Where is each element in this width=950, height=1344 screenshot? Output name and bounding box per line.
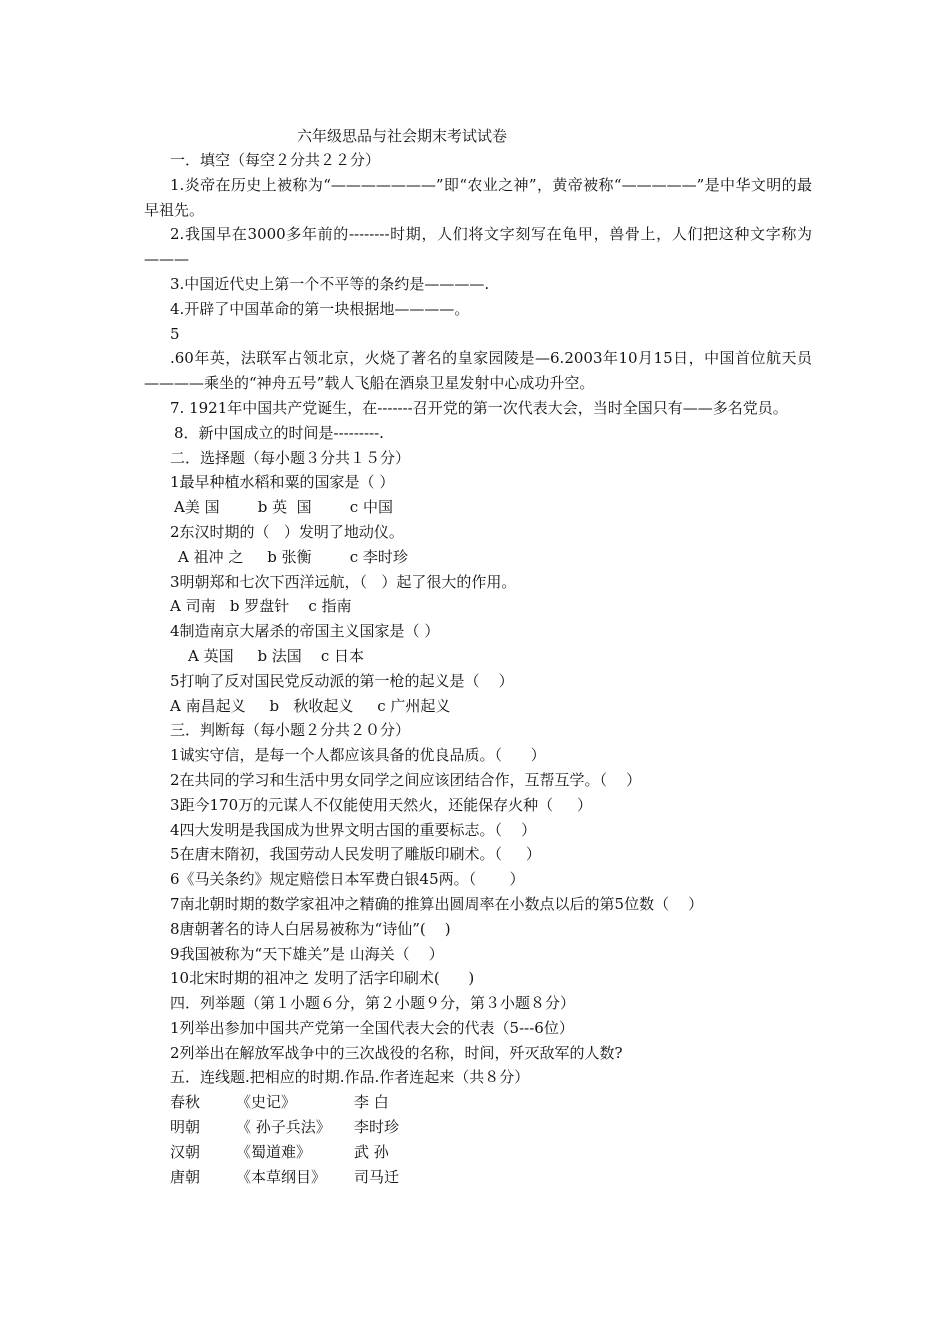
list-question-1: 1列举出参加中国共产党第一全国代表大会的代表（5---6位）	[170, 1018, 574, 1037]
match-author: 李时珍	[354, 1118, 400, 1137]
choice-options-4: A 英国 b 法国 c 日本	[188, 646, 365, 665]
match-work: 《 孙子兵法》	[236, 1118, 331, 1137]
judge-item: 6《马关条约》规定赔偿日本军费白银45两。（ ）	[170, 870, 525, 889]
section-1-heading: 一．填空（每空２分共２２分）	[170, 151, 381, 169]
fill-question-8: 8．新中国成立的时间是---------.	[174, 423, 384, 442]
match-author: 司马迁	[354, 1167, 400, 1186]
choice-question-1: 1最早种植水稻和粟的国家是（ ）	[170, 473, 395, 492]
match-period: 春秋	[170, 1093, 201, 1112]
choice-question-4: 4制造南京大屠杀的帝国主义国家是（ ）	[170, 622, 440, 641]
match-author: 李 白	[354, 1093, 389, 1112]
judge-item: 9我国被称为“天下雄关”是 山海关（ ）	[170, 944, 444, 963]
fill-question-5: 5	[170, 324, 180, 343]
match-work: 《本草纲目》	[236, 1167, 327, 1186]
fill-question-1: 1.炎帝在历史上被称为“———————”即“农业之神”，黄帝被称“—————”是中华文明的最早祖先。	[144, 175, 812, 219]
choice-options-3: A 司南 b 罗盘针 c 指南	[170, 597, 352, 616]
judge-item: 10北宋时期的祖冲之 发明了活字印刷术( )	[170, 969, 475, 988]
match-row	[144, 1140, 812, 1165]
choice-options-2: A 祖冲 之 b 张衡 c 李时珍	[178, 547, 408, 566]
fill-question-3: 3.中国近代史上第一个不平等的条约是————.	[170, 274, 490, 293]
section-2-heading: 二．选择题（每小题３分共１５分）	[170, 448, 411, 467]
match-row	[144, 1165, 812, 1190]
judge-item: 7南北朝时期的数学家祖冲之精确的推算出圆周率在小数点以后的第5位数（ ）	[170, 894, 704, 913]
fill-question-2: 2.我国早在3000多年前的--------时期，人们将文字刻写在龟甲，兽骨上，人们把这种文字称为———	[144, 225, 812, 269]
match-work: 《史记》	[236, 1093, 297, 1112]
match-period: 明朝	[170, 1118, 201, 1137]
exam-content	[144, 148, 812, 1189]
match-author: 武 孙	[354, 1142, 389, 1161]
judge-item: 3距今170万的元谋人不仅能使用天然火，还能保存火种（ ）	[170, 795, 593, 814]
match-period: 汉朝	[170, 1142, 201, 1161]
fill-question-7: 7. 1921年中国共产党诞生，在-------召开党的第一次代表大会，当时全国只有——多名党员。	[170, 398, 788, 417]
list-question-2: 2列举出在解放军战争中的三次战役的名称，时间，歼灭敌军的人数?	[170, 1043, 623, 1062]
match-row	[144, 1090, 812, 1115]
section-5-heading: 五．连线题.把相应的时期.作品.作者连起来（共８分）	[170, 1068, 530, 1087]
choice-options-1: A美 国 b 英 国 c 中国	[174, 498, 393, 517]
judge-item: 8唐朝著名的诗人白居易被称为“诗仙”( )	[170, 919, 451, 938]
choice-question-2: 2东汉时期的（ ）发明了地动仪。	[170, 522, 404, 541]
judge-item: 2在共同的学习和生活中男女同学之间应该团结合作，互帮互学。（ ）	[170, 770, 642, 789]
match-period: 唐朝	[170, 1167, 201, 1186]
judge-item: 1诚实守信，是每一个人都应该具备的优良品质。（ ）	[170, 746, 546, 765]
fill-question-6: .60年英，法联军占领北京，火烧了著名的皇家园陵是—6.2003年10月15日，中国首位航天员————乘坐的“神舟五号”载人飞船在酒泉卫星发射中心成功升空。	[144, 349, 812, 393]
section-3-heading: 三．判断每（每小题２分共２０分）	[170, 721, 411, 740]
section-4-heading: 四．列举题（第１小题６分，第２小题９分，第３小题８分）	[170, 994, 576, 1013]
choice-question-3: 3明朝郑和七次下西洋远航，（ ）起了很大的作用。	[170, 572, 517, 591]
judge-item: 4四大发明是我国成为世界文明古国的重要标志。（ ）	[170, 820, 537, 839]
choice-options-5: A 南昌起义 b 秋收起义 c 广州起义	[170, 696, 451, 715]
match-work: 《蜀道难》	[236, 1142, 312, 1161]
match-row	[144, 1115, 812, 1140]
choice-question-5: 5打响了反对国民党反动派的第一枪的起义是（ ）	[170, 671, 514, 690]
judge-item: 5在唐末隋初，我国劳动人民发明了雕版印刷术。（ ）	[170, 845, 541, 864]
page-title: 六年级思品与社会期末考试试卷	[297, 127, 508, 145]
fill-question-4: 4.开辟了中国革命的第一块根据地————。	[170, 299, 470, 318]
